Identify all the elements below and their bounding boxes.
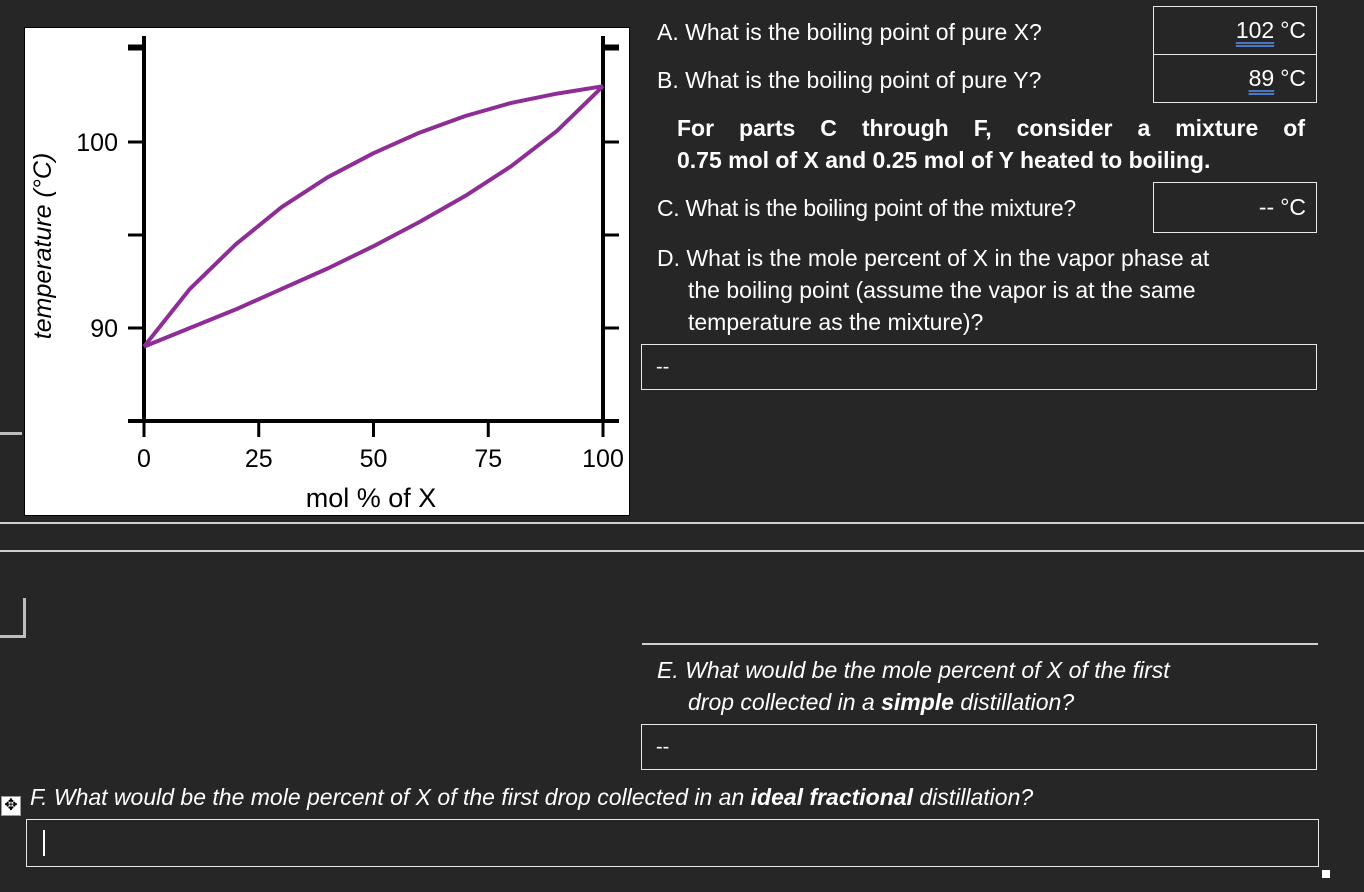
question-e-line1: E. What would be the mole percent of X of the first [657, 657, 1170, 683]
answer-a-field[interactable] [1153, 6, 1317, 55]
separator-line [0, 550, 1364, 552]
answer-c-value: -- [1258, 194, 1275, 220]
resize-handle-icon[interactable] [1322, 870, 1330, 878]
chart-svg [25, 28, 629, 515]
separator-line [0, 522, 1364, 524]
question-d-line3: temperature as the mixture)? [688, 309, 984, 335]
mixture-note-line2: 0.75 mol of X and 0.25 mol of Y heated to boiling. [677, 147, 1211, 173]
question-f-bold: ideal fractional [750, 784, 913, 810]
chart-curves [144, 86, 603, 346]
answer-b-value: 89 [1248, 65, 1275, 91]
x-axis-label: mol % of X [305, 483, 437, 513]
question-b-text: B. What is the boiling point of pure Y? [657, 67, 1042, 93]
question-e-line2 [688, 686, 1074, 718]
y-tick-label: 90 [90, 315, 118, 343]
question-c-text: C. What is the boiling point of the mixture? [657, 195, 1076, 221]
question-d-line1: D. What is the mole percent of X in the vapor phase at [657, 245, 1210, 271]
left-corner-mark [0, 598, 26, 638]
question-e-line2-pre: drop collected in a [688, 689, 882, 715]
answer-f-field[interactable] [26, 819, 1319, 867]
x-tick-label: 50 [359, 445, 388, 473]
question-e-line2-post: distillation? [953, 689, 1075, 715]
phase-diagram-chart [24, 27, 630, 516]
answer-a-value: 102 [1235, 17, 1275, 43]
left-bracket-line [0, 432, 22, 435]
answer-a-unit: °C [1280, 17, 1306, 43]
question-f-text [30, 781, 1033, 813]
question-a-text: A. What is the boiling point of pure X? [657, 19, 1042, 45]
answer-d-field[interactable] [641, 344, 1317, 390]
separator-line [642, 643, 1318, 645]
question-d-line2: the boiling point (assume the vapor is at the same [688, 277, 1196, 303]
x-tick-label: 0 [137, 445, 151, 473]
move-handle-icon[interactable]: ✥ [1, 796, 21, 816]
answer-b-unit: °C [1280, 65, 1306, 91]
text-cursor [43, 830, 45, 856]
answer-d-value: -- [656, 355, 670, 378]
x-tick-label: 100 [582, 445, 624, 473]
vapor-curve [144, 86, 603, 346]
answer-b-field[interactable] [1153, 54, 1317, 103]
mixture-note-line1: For parts C through F, consider a mixture of [677, 115, 1305, 141]
mixture-note [677, 112, 1305, 176]
x-tick-label: 25 [244, 445, 273, 473]
answer-e-field[interactable] [641, 724, 1317, 770]
x-tick-label: 75 [474, 445, 503, 473]
answer-e-value: -- [656, 735, 670, 758]
answer-c-field[interactable] [1153, 182, 1317, 233]
y-axis-label: temperature (°C) [29, 152, 57, 340]
y-tick-label: 100 [76, 129, 118, 157]
liquid-curve [144, 86, 603, 346]
answer-c-unit: °C [1280, 194, 1306, 220]
question-e-bold: simple [881, 689, 954, 715]
question-f-pre: F. What would be the mole percent of X of the first drop collected in an [30, 784, 751, 810]
question-f-post: distillation? [912, 784, 1034, 810]
